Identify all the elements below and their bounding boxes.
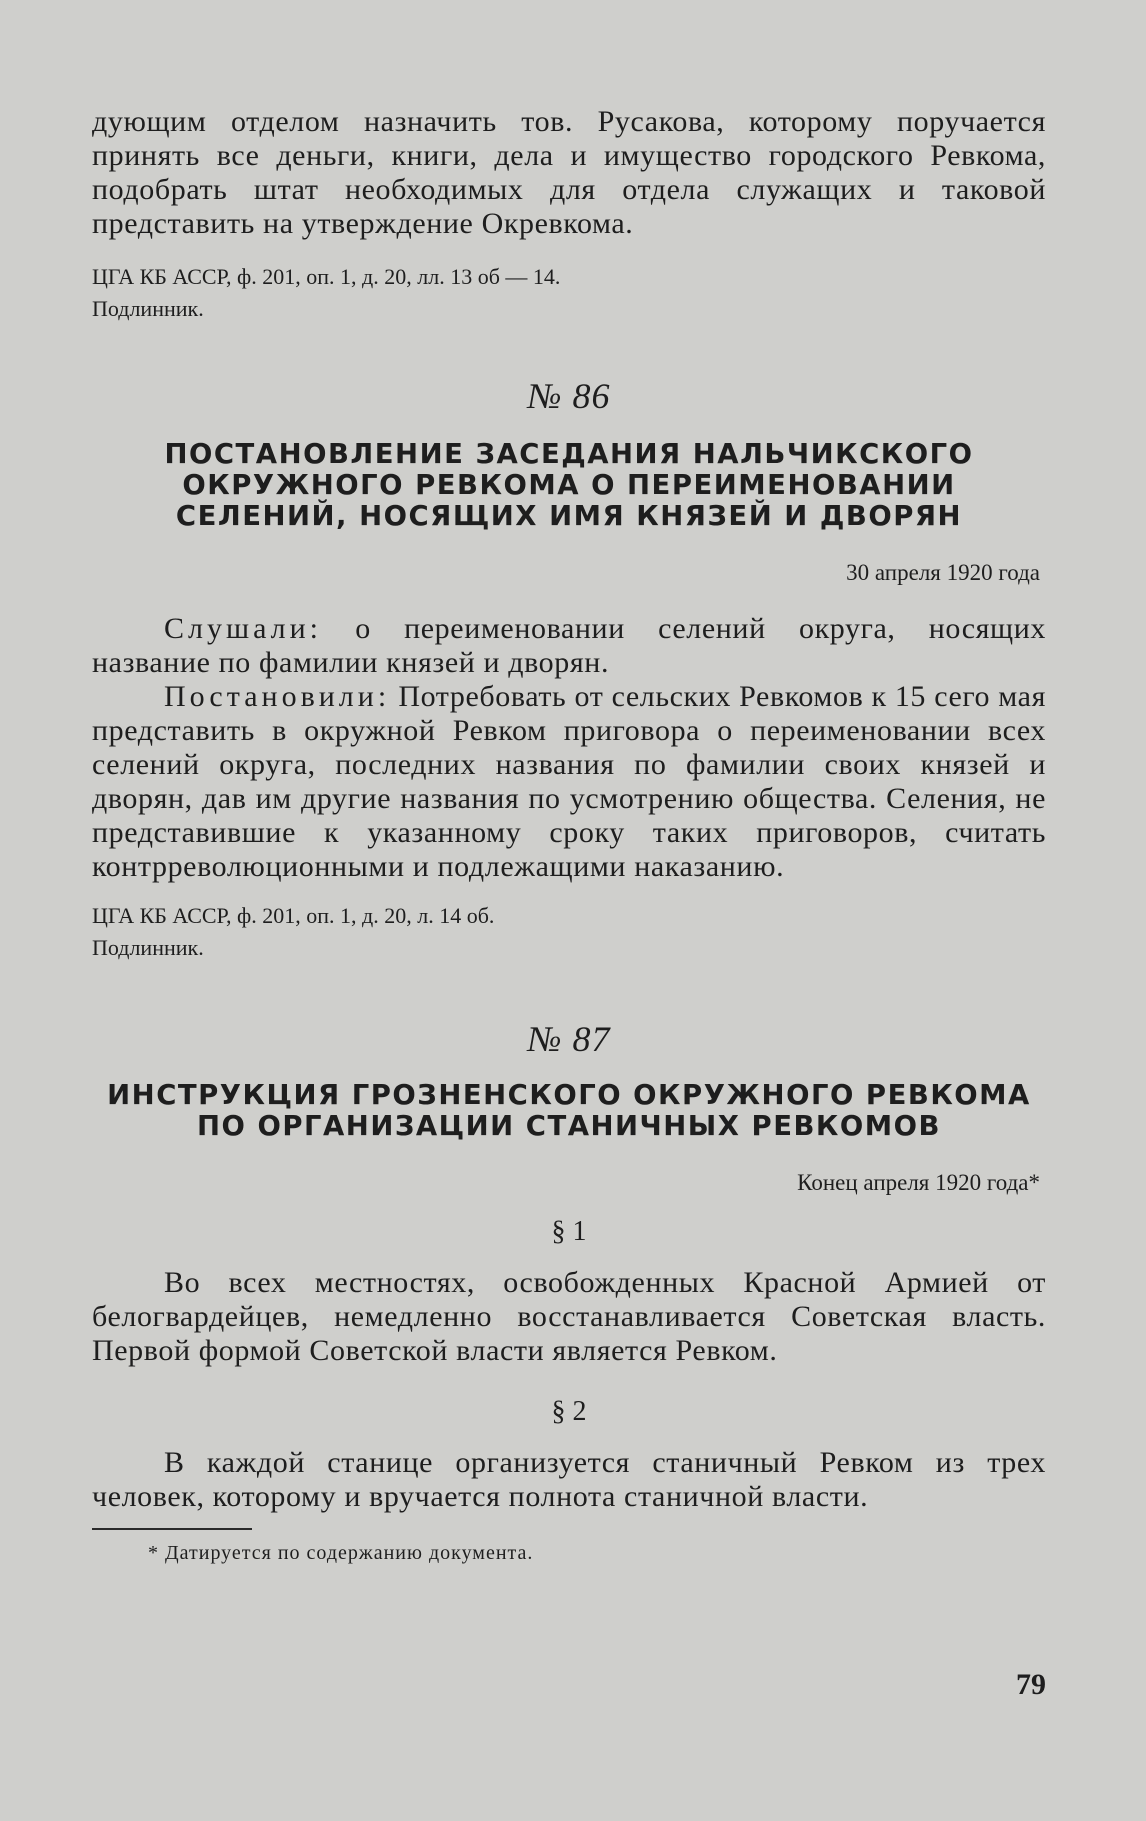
document-title: ИНСТРУКЦИЯ ГРОЗНЕНСКОГО ОКРУЖНОГО РЕВКОМА ПО ОРГАНИЗАЦИИ СТАНИЧНЫХ РЕВКОМОВ: [107, 1079, 1031, 1142]
decided-label: Постановили:: [164, 680, 391, 713]
document-87: [92, 1018, 1046, 1514]
archive-reference-line: ЦГА КБ АССР, ф. 201, оп. 1, д. 20, л. 14 об.: [92, 903, 495, 928]
document-date: Конец апреля 1920 года*: [797, 1170, 1040, 1195]
heard-paragraph: [92, 612, 1046, 680]
footnote: * Датируется по содержанию документа.: [148, 1542, 534, 1564]
document-number: № 86: [527, 376, 611, 416]
section-2-text: В каждой станице организуется станичный Ревком из трех человек, которому и вручается полнота станичной власти.: [92, 1446, 1046, 1513]
section-sign-2: § 2: [551, 1396, 587, 1427]
decided-paragraph: [92, 680, 1046, 884]
page-number: 79: [1016, 1668, 1046, 1701]
heard-label: Слушали:: [164, 612, 323, 645]
document-date: 30 апреля 1920 года: [846, 560, 1040, 585]
archive-reference-original: Подлинник.: [92, 296, 204, 321]
decided-text: Потребовать от сельских Ревкомов к 15 сего мая представить в окружной Ревком приговора о переименовании всех селений округа, последних названия по фамилии своих князей и дворян, дав им другие названия по усмотрению общества. Селения, не представившие к указанному сроку таких приговоров, считать контрреволюционными и подлежащими наказанию.: [92, 680, 1046, 883]
section-sign-1: § 1: [551, 1216, 587, 1247]
archive-reference: [92, 261, 1046, 325]
footnote-divider: [92, 1528, 252, 1530]
document-86: [92, 375, 1046, 964]
document-title: ПОСТАНОВЛЕНИЕ ЗАСЕДАНИЯ НАЛЬЧИКСКОГО ОКРУЖНОГО РЕВКОМА О ПЕРЕИМЕНОВАНИИ СЕЛЕНИЙ, НОСЯЩИХ ИМЯ КНЯЗЕЙ И ДВОРЯН: [164, 438, 974, 532]
continued-paragraph: дующим отделом назначить тов. Русакова, которому поручается принять все деньги, книги, дела и имущество городского Ревкома, подобрать штат необходимых для отдела служащих и таковой представить на утверждение Окревкома.: [92, 105, 1046, 240]
archive-reference-original: Подлинник.: [92, 935, 204, 960]
archive-reference: [92, 900, 1046, 964]
archive-reference-line: ЦГА КБ АССР, ф. 201, оп. 1, д. 20, лл. 13 об — 14.: [92, 264, 561, 289]
section-1-text: Во всех местностях, освобожденных Красной Армией от белогвардейцев, немедленно восстанавливается Советская власть. Первой формой Советской власти является Ревком.: [92, 1266, 1046, 1367]
heard-text: о переименовании селений округа, носящих название по фамилии князей и дворян.: [92, 612, 1046, 679]
document-number: № 87: [527, 1019, 611, 1059]
